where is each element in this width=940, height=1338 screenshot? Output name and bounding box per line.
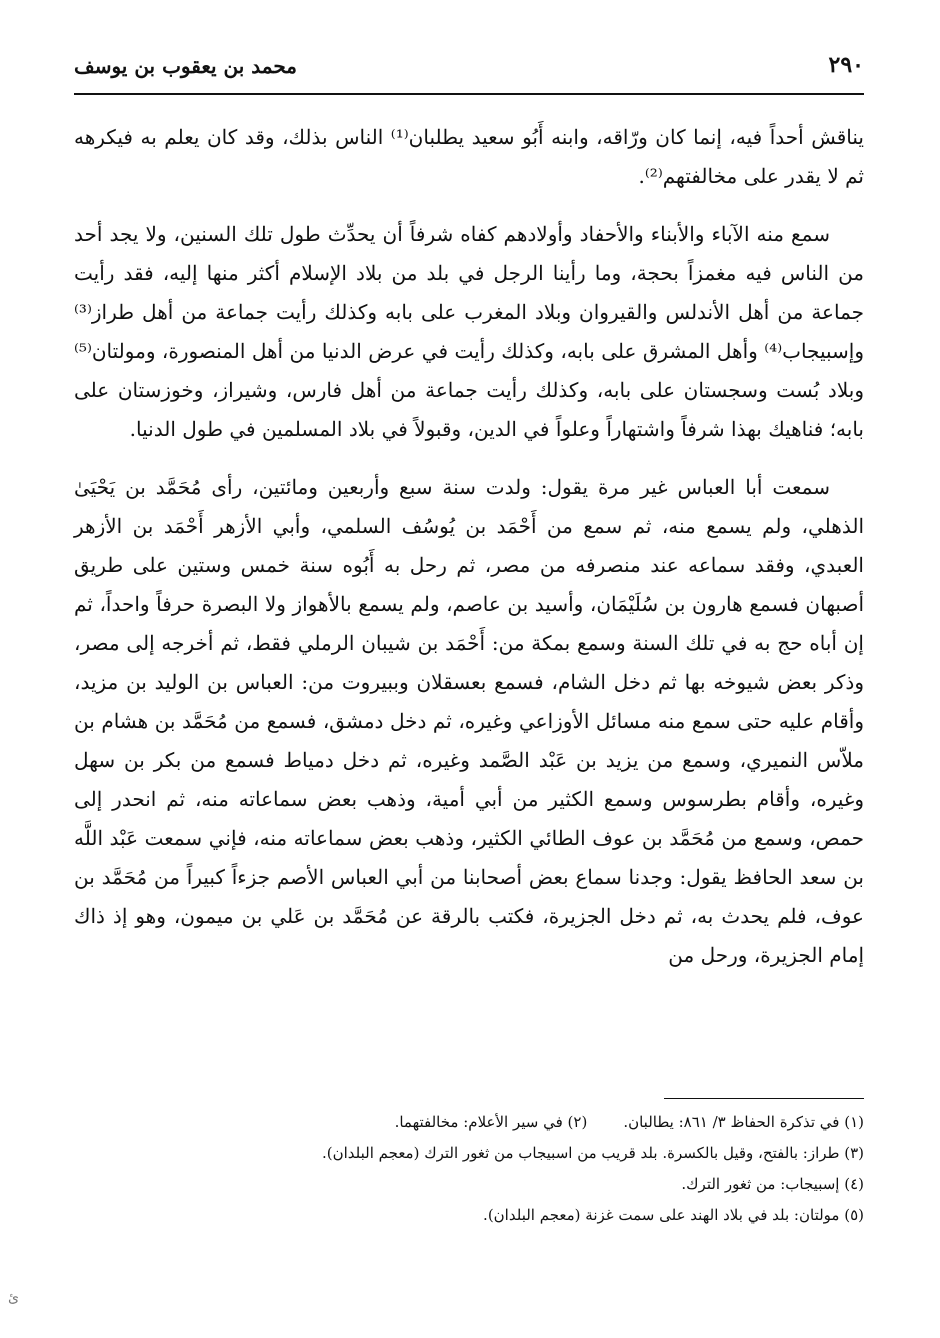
running-title: محمد بن يعقوب بن يوسف: [74, 54, 297, 78]
main-text: [74, 118, 864, 975]
footnote-5: (٥) مولتان: بلد في بلاد الهند على سمت غزنة (معجم البلدان).: [483, 1206, 864, 1224]
paragraph-3: سمعت أبا العباس غير مرة يقول: ولدت سنة سبع وأربعين ومائتين، رأى مُحَمَّد بن يَحْيَىٰ الذهلي، ولم يسمع منه، ثم سمع من أَحْمَد بن يُوسُف السلمي، وأبي الأزهر أَحْمَد بن الأزهر العبدي، وفقد سماعه عند منصرفه من مصر، ثم رحل به أَبُوه سنة خمس وستين على طريق أصبهان فسمع هارون بن سُلَيْمَان، وأسيد بن عاصم، ولم يسمع بالأهواز ولا البصرة حرفاً واحداً، ثم إن أباه حج به في تلك السنة وسمع بمكة من: أَحْمَد بن شيبان الرملي فقط، ثم أخرجه إلى مصر، وذكر بعض شيوخه بها ثم دخل الشام، فسمع بعسقلان وببيروت من: العباس بن الوليد بن مزيد، وأقام عليه حتى سمع منه مسائل الأوزاعي وغيره، ثم دخل دمشق، فسمع من مُحَمَّد بن هشام بن ملاّس النميري، وسمع من يزيد بن عَبْد الصَّمد وغيره، ثم دخل دمياط فسمع من بكر بن سهل وغيره، وأقام بطرسوس وسمع الكثير من أبي أمية، وذهب بعض سماعاته منه، ثم انحدر إلى حمص، وسمع من مُحَمَّد بن عوف الطائي الكثير، وذهب بعض سماعاته منه، فإني سمعت عَبْد اللَّه بن سعد الحافظ يقول: وجدنا سماع بعض أصحابنا من أبي العباس الأصم جزءاً كبيراً من مُحَمَّد بن عوف، فلم يحدث به، ثم دخل الجزيرة، فكتب بالرقة عن مُحَمَّد بن عَلي بن ميمون، وهو إذ ذاك إمام الجزيرة، ورحل من: [74, 475, 864, 967]
header-rule: [74, 93, 864, 95]
footnote-rule: [664, 1098, 864, 1099]
footnote-1: (١) في تذكرة الحفاظ ٣/ ٨٦١: يطالبان.: [623, 1113, 864, 1131]
footnote-3: (٣) طراز: بالفتح، وقيل بالكسرة. بلد قريب من اسبيجاب من ثغور الترك (معجم البلدان).: [321, 1144, 864, 1162]
footnote-row: [74, 1107, 864, 1138]
margin-mark: ئ: [8, 1290, 19, 1306]
page-header: [74, 50, 864, 86]
footnote-4: (٤) إسبيجاب: من ثغور الترك.: [681, 1175, 864, 1193]
paragraph-2: سمع منه الآباء والأبناء والأحفاد وأولادهم كفاه شرفاً أن يحدِّث طول تلك السنين، ولا يجد أحد من الناس فيه مغمزاً بحجة، وما رأينا الرجل في بلد من بلاد الإسلام أكثر منها إليه، فقد رأيت جماعة من أهل الأندلس والقيروان وبلاد المغرب على بابه وكذلك رأيت جماعة من أهل طراز⁽³⁾ وإسبيجاب⁽⁴⁾ وأهل المشرق على بابه، وكذلك رأيت في عرض الدنيا من أهل المنصورة، ومولتان⁽⁵⁾ وبلاد بُست وسجستان على بابه، وكذلك رأيت جماعة من أهل فارس، وشيراز، وخوزستان على بابه؛ فناهيك بهذا شرفاً واشتهاراً وعلواً في الدين، وقبولاً في بلاد المسلمين في طول الدنيا.: [74, 222, 865, 441]
paragraph-1: يناقش أحداً فيه، إنما كان ورّاقه، وابنه أَبُو سعيد يطلبان⁽¹⁾ الناس بذلك، وقد كان يعلم به فيكرهه ثم لا يقدر على مخالفتهم⁽²⁾.: [74, 125, 864, 188]
page-number: ٢٩٠: [828, 52, 864, 78]
footnotes: [74, 1107, 864, 1231]
footnote-2: (٢) في سير الأعلام: مخالفتهما.: [394, 1113, 588, 1131]
